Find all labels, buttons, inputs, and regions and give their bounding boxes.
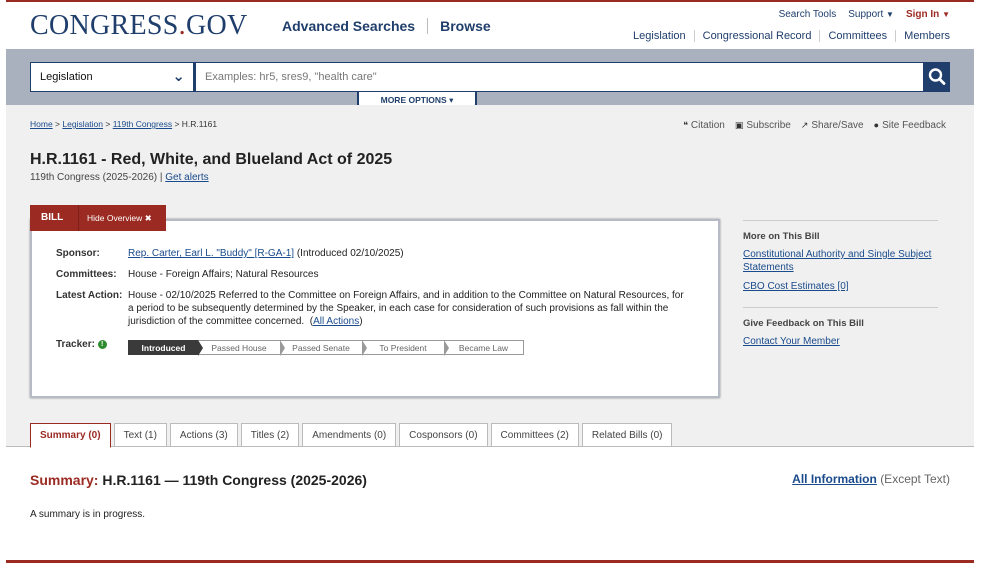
latest-action-value: House - 02/10/2025 Referred to the Committee on Foreign Affairs, and in addition to the Committee on Natural Resources, for a period to be subsequently determined by the Speaker, in each case for consideration of such provisions as fall within the jurisdiction of the committee concerned. <box>128 290 684 327</box>
all-actions-link[interactable]: All Actions <box>313 316 360 327</box>
bill-tracker <box>128 340 524 355</box>
info-icon[interactable]: ! <box>98 340 107 349</box>
breadcrumb-congress[interactable]: 119th Congress <box>112 119 173 129</box>
tracker-step-became-law: Became Law <box>444 340 524 355</box>
sub-nav <box>633 30 950 42</box>
caret-down-icon: ▼ <box>886 10 894 19</box>
tracker-step-passed-senate: Passed Senate <box>280 340 362 355</box>
site-feedback-button[interactable]: ● Site Feedback <box>873 120 946 131</box>
support-menu[interactable]: Support ▼ <box>848 9 894 20</box>
sub-nav-committees[interactable]: Committees <box>828 30 888 42</box>
tab-actions[interactable]: Actions (3) <box>170 423 238 447</box>
advanced-searches-link[interactable]: Advanced Searches <box>282 18 416 34</box>
citation-button[interactable]: ❝ Citation <box>683 120 725 131</box>
tab-titles[interactable]: Titles (2) <box>241 423 300 447</box>
tab-amendments[interactable]: Amendments (0) <box>302 423 396 447</box>
tracker-step-passed-house: Passed House <box>198 340 280 355</box>
close-icon: ✖ <box>144 213 152 223</box>
more-on-bill-heading: More on This Bill <box>743 231 820 242</box>
tracker-step-introduced: Introduced <box>128 340 198 355</box>
latest-action-label: Latest Action: <box>56 290 123 301</box>
page-title: H.R.1161 - Red, White, and Blueland Act of 2025 <box>30 151 393 168</box>
sub-nav-congressional-record[interactable]: Congressional Record <box>702 30 812 42</box>
subscribe-icon: ▣ <box>734 120 744 130</box>
tab-cosponsors[interactable]: Cosponsors (0) <box>399 423 487 447</box>
hide-overview-button[interactable]: Hide Overview ✖ <box>78 205 166 231</box>
main-nav <box>282 18 491 34</box>
bill-overview-panel: Sponsor: Rep. Carter, Earl L. "Buddy" [R-GA-1] (Introduced 02/10/2025) Committees: House - Foreign Affairs; Natural Resources Latest Action: House - 02/10/2025 Referred to the Committee on Foreign Affairs, and in addition to the Committee on Natural Resources, for a period to be subsequently determined by the Speaker, in each case for consideration of such provisions as fall within the jurisdiction of the committee concerned. (All Actions) Tracker: ! Introduced Passed House Passed Senate To President Became Law <box>30 219 720 398</box>
get-alerts-link[interactable]: Get alerts <box>165 172 209 183</box>
all-information: All Information (Except Text) <box>792 472 950 486</box>
bill-content <box>6 105 974 447</box>
breadcrumb-home[interactable]: Home <box>30 119 53 129</box>
summary-body: A summary is in progress. <box>30 509 146 520</box>
caret-down-icon: ▾ <box>449 95 454 105</box>
congress-line: 119th Congress (2025-2026) | Get alerts <box>30 172 209 183</box>
bill-tabs <box>30 423 672 447</box>
share-button[interactable]: ↗ Share/Save <box>800 120 864 131</box>
sidebar <box>743 220 938 348</box>
sub-nav-legislation[interactable]: Legislation <box>633 30 686 42</box>
committees-label: Committees: <box>56 269 117 280</box>
sponsor-link[interactable]: Rep. Carter, Earl L. "Buddy" [R-GA-1] <box>128 248 295 259</box>
bill-tab: BILL <box>30 205 78 231</box>
cbo-cost-estimates-link[interactable]: CBO Cost Estimates [0] <box>743 281 849 292</box>
feedback-heading: Give Feedback on This Bill <box>743 318 864 329</box>
breadcrumb-legislation[interactable]: Legislation <box>62 119 104 129</box>
site-header <box>6 2 974 49</box>
tracker-label: Tracker: <box>56 339 95 350</box>
more-options-toggle[interactable]: MORE OPTIONS ▾ <box>357 92 477 110</box>
breadcrumb-current: H.R.1161 <box>181 119 218 129</box>
introduced-date: (Introduced 02/10/2025) <box>296 248 404 259</box>
search-tools-link[interactable]: Search Tools <box>778 9 837 20</box>
page <box>6 0 974 574</box>
congress-gov-logo[interactable]: CONGRESS.GOV <box>30 10 248 41</box>
search-icon <box>924 62 950 92</box>
nav-divider <box>427 18 428 34</box>
search-input[interactable]: Examples: hr5, sres9, "health care" <box>195 62 924 92</box>
summary-heading: Summary: H.R.1161 — 119th Congress (2025-2026) <box>30 472 367 488</box>
utility-nav <box>779 9 950 20</box>
bottom-accent-line <box>6 560 974 563</box>
constitutional-authority-link[interactable]: Constitutional Authority and Single Subject Statements <box>743 249 932 273</box>
search-button[interactable] <box>924 62 950 92</box>
caret-down-icon: ▼ <box>942 10 950 19</box>
breadcrumb: Home > Legislation > 119th Congress > H.R.1161 <box>30 119 218 129</box>
quote-icon: ❝ <box>683 120 688 130</box>
sign-in-menu[interactable]: Sign In ▼ <box>905 9 950 20</box>
bill-tools <box>683 120 946 131</box>
tracker-step-to-president: To President <box>362 340 444 355</box>
tab-text[interactable]: Text (1) <box>114 423 167 447</box>
share-icon: ↗ <box>800 120 809 130</box>
sponsor-label: Sponsor: <box>56 248 100 259</box>
tab-summary[interactable]: Summary (0) <box>30 423 111 448</box>
chevron-down-icon: ⌄ <box>172 68 185 85</box>
all-information-link[interactable]: All Information <box>792 472 877 486</box>
search-scope-select[interactable]: Legislation ⌄ <box>30 62 195 92</box>
tab-committees[interactable]: Committees (2) <box>491 423 579 447</box>
search-band <box>6 49 974 105</box>
speech-bubble-icon: ● <box>873 120 880 130</box>
contact-member-link[interactable]: Contact Your Member <box>743 336 840 347</box>
tab-related-bills[interactable]: Related Bills (0) <box>582 423 673 447</box>
subscribe-button[interactable]: ▣ Subscribe <box>734 120 791 131</box>
browse-link[interactable]: Browse <box>440 18 491 34</box>
sub-nav-members[interactable]: Members <box>904 30 950 42</box>
committees-value: House - Foreign Affairs; Natural Resources <box>128 269 319 280</box>
